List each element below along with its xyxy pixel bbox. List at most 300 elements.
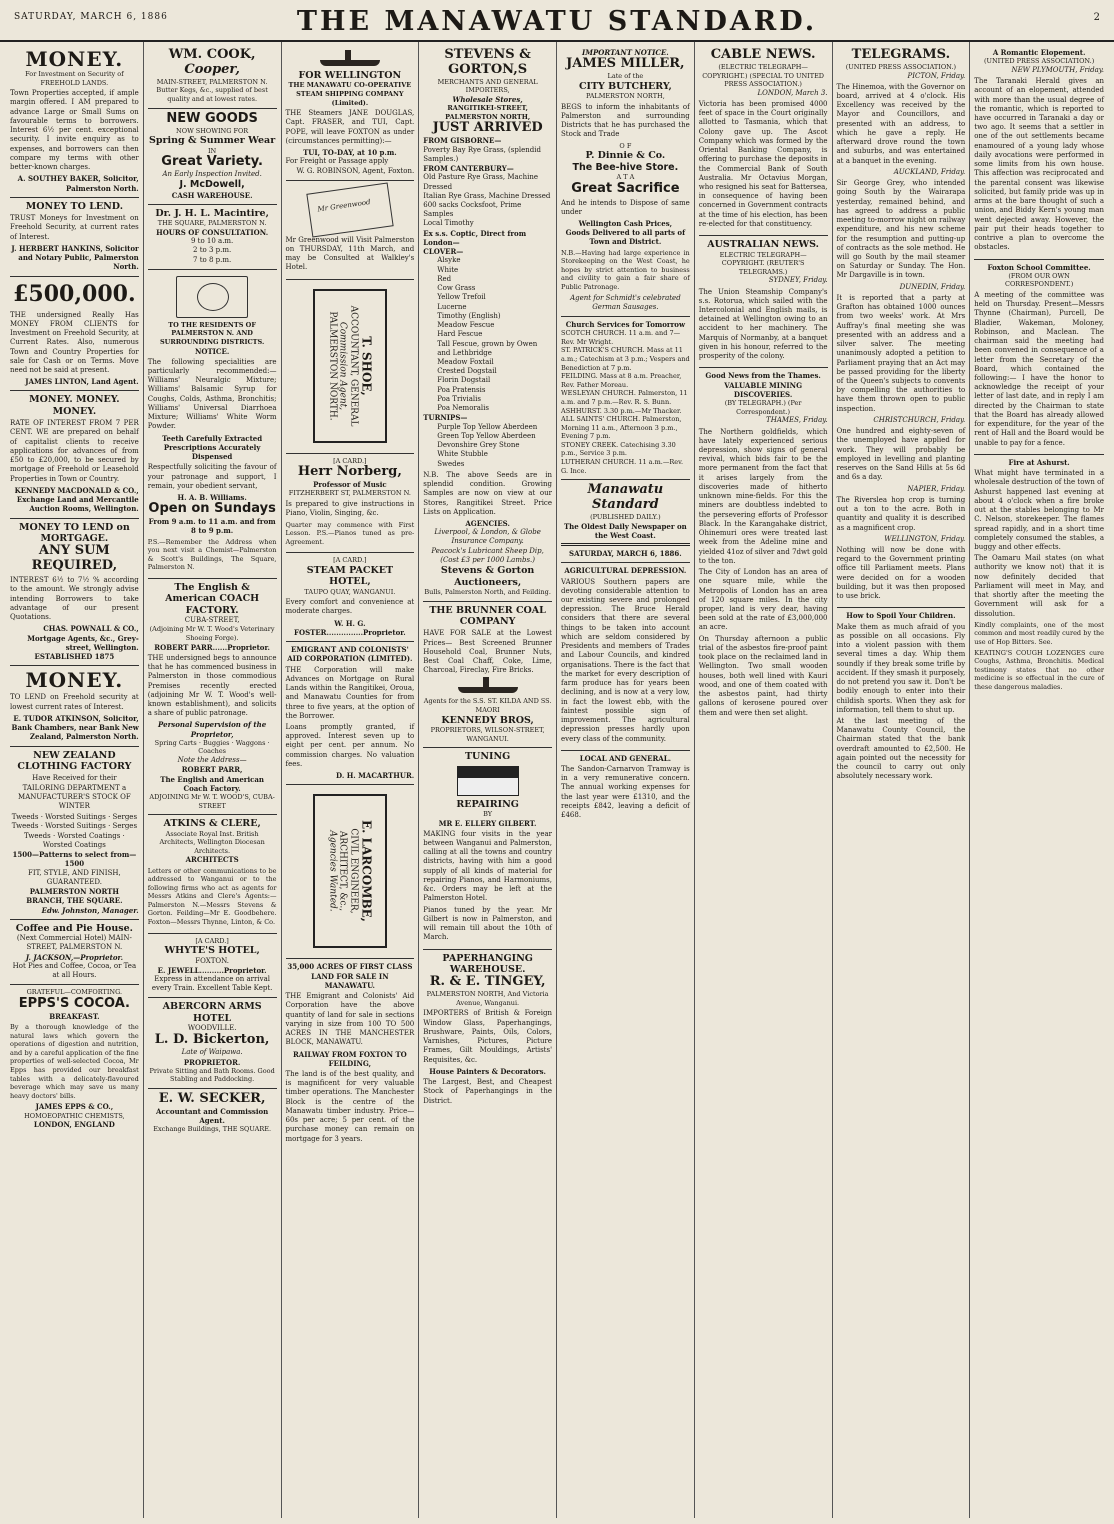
- list-item: Poa Nemoralis: [437, 404, 489, 413]
- ad-subheading: Professor of Music: [313, 480, 387, 490]
- issue-date: SATURDAY, MARCH 6, 1886: [14, 12, 168, 22]
- ad-agency: Peacock's Lubricant Sheep Dip, (Cost £3 per 1000 Lambs.): [431, 546, 544, 564]
- ad-card: [A CARD.]: [333, 456, 367, 465]
- ad-sausages: Agent for Schmidt's celebrated German Sausages.: [570, 293, 681, 311]
- ad-heading: EPPS'S COCOA.: [18, 995, 130, 1011]
- ad-vehicles: Spring Carts · Buggies · Waggons · Coaches: [154, 738, 270, 756]
- ad-proprietor: J. JACKSON,—Proprietor.: [25, 952, 124, 962]
- ad-street: CUBA-STREET,: [184, 616, 240, 625]
- article-body: It is reported that a party at Grafton has obtained 1000 ounces from two weeks' work. At Mrs Auffray's final meeting she was presented with an address and a silver salver. The meeting unanimously adopted a petition to Parliament praying that an Act may be passed providing for the liberty of the Queen's subjects to convents by compelling the authorities to have them thrown open to public inspection.: [836, 293, 966, 413]
- article-dateline: NAPIER, Friday.: [907, 484, 966, 493]
- article-australian: [699, 236, 828, 368]
- article-body: What might have terminated in a wholesale destruction of the town of Ashurst happened last evening at about 4 o'clock when a fire broke out at the stables belonging to Mr C. Nelson, storekeeper. The flames spread rapidly, and in a short time completely consumed the stables, a buggy and other effects.: [974, 469, 1104, 551]
- article-school: [974, 260, 1104, 455]
- ad-hours: 7 to 8 p.m.: [193, 255, 232, 264]
- column-1: [6, 42, 144, 1518]
- ad-heading: MONEY TO LEND on MORTGAGE.: [18, 521, 130, 544]
- article-body: Sir George Grey, who intended going South by the Wairarapa yesterday, remained behind, and has agreed to address a public meeting to-morrow night on railway expenditure, and his new scheme for the resumption and putting-up of contracts as the sole method. He will go South by the mail steamer on Saturday or Sunday. The Hon. Mr Dargaville is in town.: [836, 179, 966, 280]
- ad-signature: J. HERBERT HANKINS, Solicitor and Notary Public, Palmerston North.: [11, 243, 139, 272]
- ad-line: Commission Agent,: [337, 321, 348, 410]
- ad-proprietor: E. JEWELL..........Proprietor.: [157, 965, 267, 975]
- ad-supervision: Personal Supervision of the Proprietor,: [158, 720, 267, 739]
- ad-by: BY: [483, 809, 493, 818]
- ad-heading: Coffee and Pie House.: [15, 922, 133, 934]
- envelope-illustration: Mr Greenwood: [306, 182, 393, 237]
- article-body: KEATING'S COUGH LOZENGES cure Coughs, Asthma, Bronchitis. Medical testimony states that no other medicine is so effectual in the cure of these dangerous maladies.: [974, 648, 1104, 691]
- ad-brunner-coal: [423, 602, 552, 749]
- ad-beehive: The Bee-hive Store.: [572, 161, 679, 173]
- ad-heading: FOR WELLINGTON: [298, 70, 402, 81]
- ad-money-money: [10, 391, 139, 518]
- masthead: [0, 0, 1114, 42]
- article-body: The Oamaru Mail states (on what authority we know not) that it is now definitely decided that Parliament will meet in May, and that shortly after the meeting the Government will ask for a dissolution.: [974, 554, 1104, 618]
- ad-butchery: CITY BUTCHERY,: [578, 80, 672, 92]
- ad-address: THE SQUARE, PALMERSTON N.: [157, 219, 267, 228]
- ad-body: Quarter may commence with First Lesson. P.S.—Pianos tuned as pre-Agreement.: [285, 520, 415, 546]
- ad-established: ESTABLISHED 1875: [34, 652, 115, 662]
- ad-heading: Dr. J. H. L. Macintire,: [155, 207, 269, 219]
- ad-signature: Edw. Johnston, Manager.: [41, 905, 139, 915]
- article-body: The Taranaki Herald gives an account of an elopement, attended with more than the usual degree of the romantic, which is reported to have occurred in Taranaki a day or two ago. It seems that a settler in one of the out settlements became enamoured of a young lady whose daily avocations were performed in some limits from his own house. This affection was reciprocated and the parental consent was likewise solicited, but family pride was up in arms at the bare thought of such a union, and Biddy Kern's young man went dejected away. However, the pair put their heads together to contrive a plan to overcome the obstacles.: [974, 77, 1104, 252]
- ad-heading: £500,000.: [13, 280, 136, 307]
- ad-card: [A CARD.]: [333, 556, 367, 565]
- ad-heading: JAMES MILLER,: [566, 56, 685, 72]
- ad-subheading: BREAKFAST.: [49, 1011, 100, 1021]
- ad-heading: The English & American COACH FACTORY.: [165, 582, 260, 616]
- ad-money-baker: [10, 45, 139, 198]
- list-item: White: [437, 265, 459, 274]
- ad-body: THE Emigrant and Colonists' Aid Corporation have the above quantity of land for sale in sections varying in size from 100 TO 500 ACRES IN THE MANCHESTER BLOCK, MANAWATU.: [285, 992, 415, 1047]
- ad-town: FOXTON.: [195, 956, 230, 965]
- ad-signature: KENNEDY MACDONALD & CO., Exchange Land and Mercantile Auction Rooms, Wellington.: [14, 485, 139, 514]
- ad-body: INTEREST 6½ to 7½ % according to the amount. We strongly advise intending Borrowers to take advantage of our present Quotations.: [10, 576, 139, 622]
- ad-body: IMPORTERS of British & Foreign Window Glass, Paperhangings, Brushware, Paints, Oils, Colors, Varnishes, Pictures, Picture Frames, Gilt Mouldings, Artists' Requisites, &c.: [423, 1009, 552, 1064]
- list-item: WESLEYAN CHURCH. Palmerston, 11 a.m. and 7 p.m.—Rev. R. S. Bunn.: [561, 389, 688, 406]
- article-body: At the last meeting of the Manawatu County Council, the Chairman stated that the bank overdraft amounted to £2,500. He again pointed out the necessity for the council to carry out only absolutely necessary work.: [836, 716, 966, 781]
- article-body: The Hinemoa, with the Governor on board, arrived at 4 o'clock. His Excellency was received by the Mayor and Councillors, and presented with an address, to which he gave a reply. He afterward drove round the town and suburbs, and was entertained at a banquet in the evening.: [836, 82, 966, 165]
- list-item: STONEY CREEK. Catechising 3.30 p.m., Service 3 p.m.: [561, 440, 676, 458]
- ad-mortgage: [10, 519, 139, 667]
- ad-signature: KENNEDY BROS,: [441, 714, 534, 726]
- ad-heading: MONEY.: [25, 47, 124, 71]
- ad-whytes-hotel: [148, 934, 277, 999]
- editorial-date: SATURDAY, MARCH 6, 1886.: [569, 549, 682, 559]
- ad-trade: Cooper,: [184, 61, 240, 77]
- article-dateline: SYDNEY, Friday.: [768, 276, 828, 285]
- ad-atkins-clere: [148, 815, 277, 933]
- article-heading: Foxton School Committee.: [987, 262, 1091, 272]
- column-3: [282, 42, 420, 1518]
- list-item: Timothy (English): [437, 311, 501, 320]
- ad-subheading: ANY SUM REQUIRED,: [31, 543, 118, 574]
- list-item: Green Top Yellow Aberdeen: [437, 431, 536, 440]
- article-body: The Northern goldfields, which have lately experienced serious depression, show signs of general revival, which bids fair to be the more permanent from the fact that it arises largely from the discoveries made of hitherto unknown mine-fields. For this the miners are doubtless indebted to the persevering efforts of Professor Black. In the Karangahake district, Ohinemuri ores were treated last week from the Adeline mine and yielded 41oz of silver and 7dwt gold to the ton.: [698, 427, 828, 565]
- article-dateline: NEW PLYMOUTH, Friday.: [1011, 65, 1104, 74]
- ad-teeth: Teeth Carefully Extracted: [162, 433, 263, 443]
- ad-hours-title: HOURS OF CONSULTATION.: [156, 227, 269, 237]
- page-columns: [6, 42, 1108, 1518]
- ad-stevens-gorton: [423, 45, 552, 602]
- article-heading: How to Spoil Your Children.: [846, 611, 956, 621]
- ad-body: THE Corporation will make Advances on Mortgage on Rural Lands within the Rangitikei, Oroua, and Manawatu Counties for from three to five years, at the option of the Borrower.: [285, 665, 415, 720]
- ad-heading: TUNING: [464, 751, 511, 763]
- ad-coach-factory: [148, 579, 277, 815]
- article-heading: LOCAL AND GENERAL.: [579, 753, 672, 763]
- ad-heading: T. SHOE,: [359, 335, 374, 396]
- list-item: Poa Trivialis: [437, 394, 481, 403]
- ad-sub: NOW SHOWING FOR: [176, 126, 249, 135]
- ad-at: A T A: [616, 173, 635, 182]
- ad-body: THE undersigned begs to announce that he has commenced business in Palmerston in those commodious Premises recently erected (adjoining Mr W. T. Wood's well-known establishment), and solicits a share of public patronage.: [147, 653, 277, 718]
- ad-prescriptions: Prescriptions Accurately Dispensed: [163, 442, 261, 462]
- ad-signature: D. H. MACARTHUR.: [336, 771, 415, 781]
- article-dateline: PICTON, Friday.: [907, 71, 966, 80]
- ad-heading: TO THE RESIDENTS OF PALMERSTON N. AND SURROUNDING DISTRICTS.: [159, 320, 265, 346]
- ad-branch: PALMERSTON NORTH BRANCH, THE SQUARE.: [26, 887, 123, 906]
- ad-signature: A. SOUTHEY BAKER, Solicitor, Palmerston North.: [17, 174, 139, 193]
- article-heading: Fire at Ashurst.: [1008, 457, 1070, 467]
- article-sub: (BY TELEGRAPH.) (Per Correspondent.): [724, 399, 802, 416]
- list-item: Meadow Fescue: [437, 321, 495, 330]
- ad-address: PALMERSTON NORTH, And Victoria Avenue, Wanganui.: [426, 990, 549, 1007]
- ad-sacrifice: Great Sacrifice: [571, 180, 680, 196]
- ad-notice: IMPORTANT NOTICE.: [582, 48, 669, 57]
- ad-body: MAKING four visits in the year between Wanganui and Palmerston, calling at all the towns and country districts, having with him a good supply of all kinds of material for repairing Pianos, and Harmoniums, &c. Orders may be left at the Palmerston Hotel.: [423, 829, 552, 903]
- list-item: Lucerne: [437, 302, 467, 311]
- ad-steam-packet: [286, 553, 415, 642]
- ad-heading: Herr Norberg,: [297, 464, 402, 480]
- ad-railway: RAILWAY FROM FOXTON TO FEILDING,: [292, 1049, 407, 1068]
- article-telegrams: [837, 45, 966, 608]
- double-rule: [561, 543, 690, 546]
- ad-money-atkinson: [10, 666, 139, 746]
- ad-heading: THE BRUNNER COAL COMPANY: [429, 604, 546, 627]
- article-sub: ELECTRIC TELEGRAPH—COPYRIGHT. (REUTER'S TELEGRAMS.): [719, 250, 807, 276]
- ad-agents: Agents for the S.S. ST. KILDA AND SS. MAORI: [423, 697, 552, 715]
- ad-late: Late of the: [607, 72, 644, 81]
- ad-money-to-lend: [10, 198, 139, 277]
- ad-body: TO LEND on Freehold security at lowest current rates of Interest.: [10, 693, 139, 711]
- ad-notice: NOTICE.: [194, 346, 230, 356]
- list-item: Purple Top Yellow Aberdeen: [437, 422, 538, 431]
- article-dateline: AUCKLAND, Friday.: [893, 167, 966, 176]
- list-item: Florin Dogstail: [437, 376, 491, 385]
- ad-subheading: Spring & Summer Wear: [149, 135, 276, 147]
- article-local: [561, 751, 690, 827]
- column-2: [144, 42, 282, 1518]
- ad-500000: [10, 277, 139, 392]
- ad-heading: PAPERHANGING WAREHOUSE.: [442, 952, 533, 975]
- published: (PUBLISHED DAILY.): [590, 513, 661, 521]
- ad-body: Every comfort and convenience at moderate charges.: [285, 598, 415, 616]
- list-item: Meadow Foxtail: [437, 357, 494, 366]
- list-item: Cow Grass: [437, 284, 476, 293]
- ad-clothing-factory: [10, 747, 139, 920]
- article-body: Victoria has been promised 4000 feet of space in the Court originally allotted to Tasmania, which that Colony gave up. The Ascot Company which was formed by the Oriental Banking Company, is offering to purchase the deposits in the Commercial Bank of South Australia. Mr Octavius Morgan, who resigned his seat for Battersea, in consequence of having been concerned in Government contracts at the time of his election, has been re-elected for that constituency.: [698, 99, 828, 228]
- article-body: On Thursday afternoon a public trial of the asbestos fire-proof paint took place on the reclaimed land in Wellington. Two small wooden houses, both well lined with Kauri wood, and one of them coated with the asbestos paint, had thirty gallons of kerosene poured over them and were then set alight.: [698, 634, 828, 717]
- article-body: One hundred and eighty-seven of the unemployed have applied for work. They will probably be employed in levelling and planting reserves on the Sand Hills at 5s 6d and 6s a day.: [836, 427, 966, 482]
- ad-coach: The English and American Coach Factory.: [160, 774, 265, 793]
- list-item: Poa Pratensis: [437, 385, 486, 394]
- ad-auctioneers: Stevens & Gorton Auctioneers,: [440, 565, 535, 588]
- ad-heading: E. LARCOMBE,: [359, 820, 374, 923]
- ad-freight: For Freight or Passage apply: [285, 157, 389, 166]
- ad-paperhanging: [423, 950, 552, 1112]
- column-5: [557, 42, 695, 1518]
- rotated-card: [313, 794, 387, 948]
- ad-body: TRUST Moneys for Investment on Freehold Security, at current rates of Interest.: [10, 214, 139, 241]
- ad-signature: CHAS. POWNALL & CO., Mortgage Agents, &c., Grey-street, Wellington.: [27, 624, 139, 652]
- ad-heading: ABERCORN ARMS HOTEL: [162, 1001, 262, 1024]
- ad-heading: ATKINS & CLERE,: [163, 818, 261, 830]
- ad-proprietor: PROPRIETOR.: [183, 1057, 241, 1067]
- article-heading: Good News from the Thames.: [705, 371, 821, 381]
- ad-in: IN: [207, 146, 217, 155]
- ad-piano-tuning: [423, 748, 552, 949]
- ad-card: [A CARD.]: [195, 936, 229, 945]
- ad-address: RANGITIKEI-STREET, PALMERSTON NORTH,: [445, 104, 531, 121]
- ad-heading: NEW ZEALAND CLOTHING FACTORY: [17, 749, 132, 772]
- ad-decorators: House Painters & Decorators.: [429, 1066, 546, 1076]
- ad-heading: 35,000 ACRES OF FIRST CLASS LAND FOR SALE IN MANAWATU.: [287, 962, 413, 990]
- list-item: Crested Dogstail: [437, 367, 497, 376]
- article-heading: CABLE NEWS.: [710, 47, 816, 62]
- ad-adjoining: ADJOINING Mr W. T. WOOD'S, CUBA-STREET: [149, 793, 275, 810]
- ad-section: TURNIPS—: [423, 413, 468, 423]
- ad-address: PROPRIETORS, WILSON-STREET, WANGANUI.: [430, 726, 545, 743]
- ad-line: CIVIL ENGINEER,: [348, 828, 359, 914]
- ad-subheading: Associate Royal Inst. British Architects, Wellington Diocesan Architects.: [159, 829, 265, 855]
- ad-note: Note the Address—: [177, 756, 247, 765]
- ad-body: Pianos tuned by the year. Mr Gilbert is now in Palmerston, and will remain till about the 10th of March.: [423, 905, 552, 942]
- ad-macintire: [148, 205, 277, 270]
- ad-heading: E. W. SECKER,: [158, 1091, 266, 1107]
- ad-body: Private Sitting and Bath Rooms. Good Stabling and Paddocking.: [149, 1066, 275, 1084]
- ad-arrived: JUST ARRIVED: [432, 120, 543, 136]
- ad-signature: W. G. ROBINSON, Agent, Foxton.: [296, 166, 415, 175]
- ad-body: Hot Pies and Coffee, Cocoa, or Tea at all Hours.: [12, 961, 137, 980]
- ad-stores: Wholesale Stores,: [452, 95, 523, 105]
- article-body: Kindly complaints, one of the most common and most readily cured by the use of Hop Bitters. See.: [974, 620, 1104, 647]
- ad-of: O F: [619, 141, 632, 150]
- ad-proprietor: ROBERT PARR......Proprietor.: [154, 642, 270, 652]
- ad-sundays: Open on Sundays: [148, 501, 276, 517]
- article-sub: (ELECTRIC TELEGRAPH—COPYRIGHT.) (SPECIAL TO UNITED PRESS ASSOCIATION.): [702, 62, 825, 89]
- ad-heading: MONEY TO LEND.: [25, 200, 124, 212]
- article-heading: TELEGRAMS.: [851, 47, 951, 62]
- ad-variety: Great Variety.: [161, 154, 263, 170]
- ad-company: THE MANAWATU CO-OPERATIVE STEAM SHIPPING COMPANY (Limited).: [288, 81, 412, 107]
- article-spoil-children: [837, 608, 966, 787]
- ad-body: RATE OF INTEREST FROM 7 PER CENT. WE are prepared on behalf of capitalist clients to receive applications for advances of from £50 to £20,000, to be secured by mortgage of Freehold or Leasehold Properties in Town or Country.: [10, 419, 139, 483]
- ad-signature: JAMES EPPS & CO.,: [35, 1102, 114, 1112]
- ad-body: The land is of the best quality, and is magnificent for very valuable timber operations. The Manchester Block is the centre of the Manawatu timber industry. Price—60s per acre; 5 per cent. of the purchase money can remain on mortgage for 3 years.: [285, 1069, 415, 1143]
- ad-body: By a thorough knowledge of the natural laws which govern the operations of digestion and nutrition, and by a careful application of the fine properties of well-selected Cocoa, Mr Epps has provided our breakfast tables with a delicately-flavoured beverage which may save us many heavy doctors' bills.: [10, 1023, 139, 1100]
- page-number: 2: [1093, 12, 1100, 23]
- ad-line: ACCOUNTANT, GENERAL: [348, 305, 359, 427]
- list-item: Tweeds · Worsted Suitings · Serges: [11, 813, 138, 822]
- ad-address: FITZHERBERT ST, PALMERSTON N.: [288, 489, 411, 498]
- column-8: [970, 42, 1108, 1518]
- list-item: ALL SAINTS' CHURCH. Palmerston, Morning 11 a.m., Afternoon 3 p.m., Evening 7 p.m.: [561, 415, 682, 441]
- ad-address: TAUPO QUAY, WANGANUI.: [304, 587, 396, 596]
- article-dateline: DUNEDIN, Friday.: [899, 282, 966, 291]
- article-body: The Union Steamship Company's s.s. Rotorua, which sailed with the Intercolonial and English mails, is detained at Wellington owing to an accident to her machinery. The Marquis of Normanby, at a banquet given in his honour, referred to the prosperity of the colony.: [698, 287, 828, 361]
- ad-body: And he intends to Dispose of same under: [561, 198, 690, 216]
- ad-hours: 9 to 10 a.m.: [190, 237, 234, 246]
- ad-coffee-house: [10, 920, 139, 986]
- ad-body: Mr Greenwood will Visit Palmerston on THURSDAY, 11th March, and may be Consulted at Walkley's Hotel.: [285, 235, 415, 272]
- ad-late: Late of Waipawa.: [181, 1048, 243, 1057]
- ad-heading: STEAM PACKET HOTEL,: [306, 564, 394, 588]
- ad-city: LONDON, ENGLAND: [33, 1120, 115, 1130]
- ad-section: FROM GISBORNE—: [423, 136, 502, 146]
- ad-body: Town Properties accepted, if ample margin offered. I AM prepared to advance Large or Small Sums on favourable terms to borrowers. Interest 6½ per cent. exceptional security. I invite enquiry as to expenses, and borrowers can then compare my terms with other better-known charges.: [10, 89, 139, 172]
- article-heading: AUSTRALIAN NEWS.: [707, 239, 819, 251]
- ad-heading: WHYTE'S HOTEL,: [164, 945, 260, 957]
- ad-line: PALMERSTON NORTH.: [327, 311, 338, 421]
- list-item: Tweeds · Worsted Coatings · Worsted Coatings: [23, 831, 125, 849]
- ad-firm: R. & E. TINGEY,: [429, 974, 546, 990]
- ad-subheading: Accountant and Commission Agent.: [155, 1106, 269, 1126]
- ad-body: Respectfully soliciting the favour of your patronage and support, I remain, your obedient servant,: [147, 463, 277, 490]
- article-agricultural: [561, 563, 690, 750]
- oldest: The Oldest Daily Newspaper on the West Coast.: [563, 521, 687, 540]
- section-heading: Church Services for Tomorrow: [565, 320, 686, 330]
- list-item: 600 sacks Cocksfoot, Prime Samples: [423, 201, 522, 219]
- ad-body: P.S.—Remember the Address when you next visit a Chemist—Palmerston & Scott's Buildings, The Square, Palmerston N.: [147, 537, 277, 572]
- editorial-header: [561, 480, 690, 563]
- church-services: [561, 317, 690, 480]
- ad-body: Is prepared to give instructions in Piano, Violin, Singing, &c.: [285, 500, 415, 518]
- ad-larcombe: [286, 785, 415, 959]
- steamer-illustration: [453, 677, 523, 695]
- article-heading: A Romantic Elopement.: [992, 48, 1086, 57]
- ad-signature: JAMES LINTON, Land Agent.: [25, 377, 139, 387]
- ad-signature: E. TUDOR ATKINSON, Solicitor, Bank Chambers, near Bank New Zealand, Palmerston North.: [11, 713, 139, 742]
- article-heading: AGRICULTURAL DEPRESSION.: [564, 566, 687, 576]
- ad-body: Express in attendance on arrival every Train. Excellent Table Kept.: [151, 975, 273, 993]
- ad-secker: [148, 1089, 277, 1138]
- list-item: Red: [437, 274, 452, 283]
- ad-heading: STEVENS & GORTON,S: [444, 47, 531, 77]
- ad-invited: An Early Inspection Invited.: [162, 170, 262, 179]
- rotated-card: [313, 289, 387, 443]
- ad-body: Exchange Buildings, THE SQUARE.: [153, 1125, 272, 1134]
- list-item: Devonshire Grey Stone: [437, 441, 520, 450]
- ad-williams-chemist: [148, 270, 277, 579]
- article-dateline: LONDON, March 3.: [757, 88, 828, 97]
- ad-cooper: [148, 45, 277, 109]
- ad-agency: Liverpool, & London, & Globe Insurance Company.: [434, 528, 541, 546]
- article-body: The City of London has an area of one square mile, while the Metropolis of London has an area of 120 square miles. In the city proper, land is very dear, having been sold at the rate of £3,000,000 an acre.: [698, 568, 828, 632]
- ad-subheading: For Investment on Security of FREEHOLD LANDS.: [25, 70, 124, 87]
- ad-sub: HOMOEOPATHIC CHEMISTS,: [24, 1111, 125, 1120]
- ad-heading: EMIGRANT AND COLONISTS' AID CORPORATION (LIMITED).: [287, 645, 413, 664]
- newspaper-title: THE MANAWATU STANDARD.: [296, 6, 818, 37]
- list-item: FEILDING. Mass at 8 a.m. Preacher, Rev. Father Moreau.: [561, 372, 682, 389]
- ad-body: N.B. The above Seeds are in splendid condition. Growing Samples are now on view at our Stores, Rangitikei Street. Price Lists on Application.: [423, 470, 552, 516]
- ad-heading: WM. COOK,: [168, 47, 256, 62]
- ad-shipping: [286, 45, 415, 181]
- article-cable: [699, 45, 828, 236]
- ad-proprietor: W. H. G. FOSTER...............Proprietor.: [294, 618, 406, 637]
- ad-architects: ARCHITECTS: [185, 855, 239, 865]
- list-item: Alsyke: [437, 256, 461, 265]
- ad-section: CLOVER—: [423, 247, 464, 257]
- ad-patterns: 1500—Patterns to select from—1500: [12, 850, 137, 869]
- ad-norberg: [286, 454, 415, 554]
- ad-cash-prices: Wellington Cash Prices,: [578, 219, 673, 228]
- ad-body: N.B.—Having had large experience in Storekeeping on the West Coast, he hopes by strict attention to business and civility to gain a fair share of Public Patronage.: [561, 248, 690, 292]
- ad-sailing: TUI, TO-DAY, at 10 p.m.: [303, 148, 397, 158]
- ad-dinnie: P. Dinnie & Co.: [585, 150, 666, 162]
- ad-body: BEGS to inform the inhabitants of Palmerston and surrounding Districts that he has purchased the Stock and Trade: [561, 102, 690, 139]
- ad-heading: MONEY. MONEY. MONEY.: [29, 394, 120, 417]
- list-item: ASHHURST. 3.30 p.m.—Mr Thacker.: [561, 406, 682, 415]
- ad-james-miller: [561, 45, 690, 317]
- newspaper-name: Manawatu Standard: [587, 482, 664, 513]
- ad-emigrant: [286, 642, 415, 785]
- ad-heading: NEW GOODS: [166, 110, 258, 126]
- article-fire: [974, 455, 1104, 698]
- list-item: White Stubble: [437, 450, 488, 459]
- ad-body: The following specialities are particularly recommended:— Williams' Neuralgic Mixture; Williams' Balsamic Syrup for Coughs, Colds, Asthma, Bronchitis; Williams' Universal Diarrhoea Mixture; Williams' White Worm Powder.: [147, 357, 277, 431]
- ad-body: HAVE FOR SALE at the Lowest Prices— Best Screened Brunner Household Coal, Brunner Nuts, Best Coal Chaff, Coke, Lime, Charcoal, Fireclay, Fire Bricks.: [423, 629, 552, 675]
- article-sub: (UNITED PRESS ASSOCIATION.): [845, 62, 957, 71]
- article-elopement: [974, 45, 1104, 260]
- ad-line: ARCHITECT, &c.,: [337, 831, 348, 912]
- article-subheading: VALUABLE MINING DISCOVERIES.: [724, 380, 803, 399]
- ad-greenwood: [286, 181, 415, 280]
- piano-illustration: [457, 766, 519, 796]
- ad-body: Letters or other communications to be addressed to Wanganui or to the following firms who act as agents for Messrs Atkins and Clere's Agents:— Palmerston N.—Messrs Stevens & Gorton. Feilding—Mr E. Goodbehere. Foxton—Messrs Thynne, Linton, & Co.: [147, 866, 277, 926]
- ad-locations: Bulls, Palmerston North, and Feilding.: [424, 587, 551, 596]
- article-dateline: WELLINGTON, Friday.: [884, 534, 966, 543]
- list-item: Tall Fescue, grown by Owen and Lethbridge: [437, 339, 538, 357]
- article-sub: (UNITED PRESS ASSOCIATION.): [983, 57, 1095, 66]
- ad-body: Poverty Bay Rye Grass, (splendid Samples.): [423, 145, 541, 163]
- ad-signature: ROBERT PARR,: [181, 765, 243, 775]
- article-dateline: CHRISTCHURCH, Friday.: [873, 415, 966, 424]
- list-item: Italian Rye Grass, Machine Dressed: [423, 191, 551, 200]
- ad-section: Ex s.s. Coptic, Direct from London—: [423, 228, 527, 247]
- ad-signature: J. McDowell,: [179, 179, 245, 191]
- list-item: ST. PATRICK'S CHURCH. Mass at 11 a.m.; Catechism at 3 p.m.; Vespers and Benediction at 7 p.m.: [561, 346, 690, 372]
- ad-hours: 2 to 3 p.m.: [193, 246, 232, 255]
- ad-delivered: Goods Delivered to all parts of Town and District.: [565, 228, 686, 247]
- ad-agencies: AGENCIES.: [465, 518, 510, 528]
- ad-subheading: MERCHANTS AND GENERAL IMPORTERS,: [437, 77, 538, 95]
- article-dateline: THAMES, Friday.: [766, 416, 828, 425]
- column-6: [695, 42, 833, 1518]
- ad-abercorn: [148, 998, 277, 1089]
- ad-fit: FIT, STYLE, AND FINISH, GUARANTEED.: [28, 868, 121, 886]
- article-body: The Riverslea hop crop is turning out a ton to the acre. Both in quantity and quality it is described as a magnificent crop.: [836, 495, 966, 532]
- ad-heading-2: REPAIRING: [456, 798, 519, 810]
- column-4: [419, 42, 557, 1518]
- list-item: SCOTCH CHURCH. 11 a.m. and 7—Rev. Mr Wright.: [561, 329, 681, 346]
- article-body: Make them as much afraid of you as possible on all occasions. Fly into a violent passion with them several times a day. Whip them soundly if they break some trifle by accident. If they smash it purposely, do not pretend you saw it. Don't be bodily enough to enter into their childish sports. When they ask for information, tell them to shut up.: [836, 622, 966, 714]
- list-item: Swedes: [437, 459, 465, 468]
- article-thames: [699, 368, 828, 723]
- ad-line: Agencies Wanted.: [327, 830, 338, 913]
- ad-section: FROM CANTERBURY—: [423, 164, 514, 174]
- ad-tagline: GRATEFUL—COMFORTING.: [26, 988, 123, 997]
- ad-signature: MR E. ELLERY GILBERT.: [438, 818, 537, 828]
- article-body: VARIOUS Southern papers are devoting considerable attention to our existing severe and prolonged depression. The Bruce Herald considers that there are several things to be taken into account which are seldom considered by Presidents and members of Trades and Labour Councils, and kindred organisations. There is the fact that the market for every description of farm produce has for years been declining, and is now at a very low, in fact the lowest ebb, with the faintest possible sign of improvement. The agricultural depression presses hardly upon every class of the community.: [561, 577, 690, 743]
- article-body: The Sandon-Carnarvon Tramway is in a very remunerative concern. The annual working expenses for the last year were £1310, and the receipts £842, leaving a deficit of £468.: [561, 764, 690, 820]
